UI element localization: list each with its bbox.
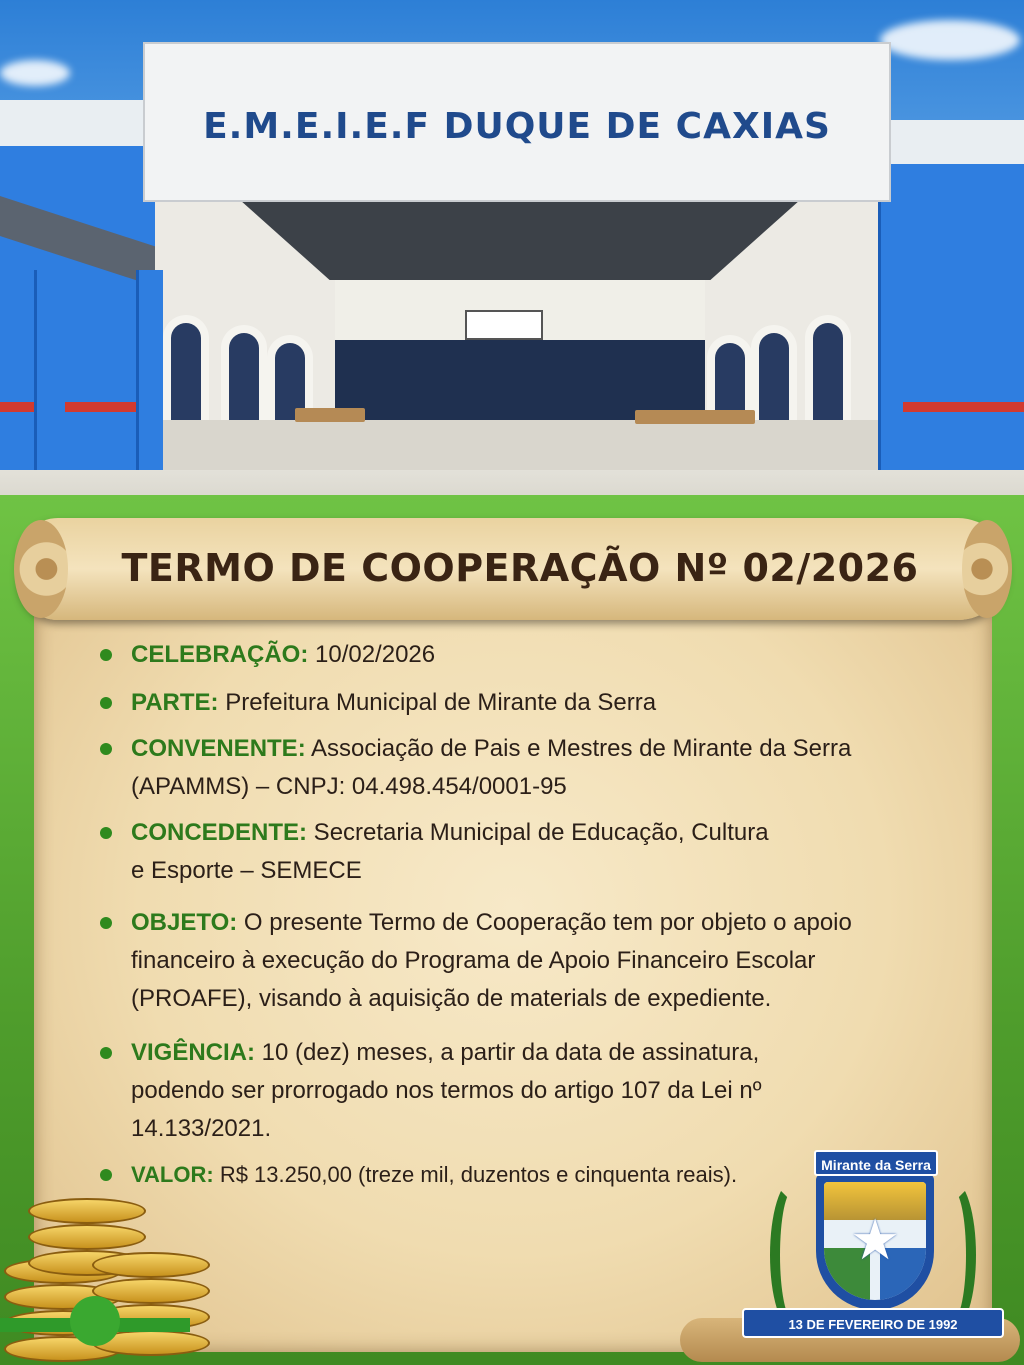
hall-floor [155, 420, 885, 470]
coin [28, 1198, 146, 1224]
list-item-parte [100, 684, 940, 722]
item-label: CELEBRAÇÃO: [131, 641, 309, 668]
arch [221, 325, 267, 435]
item-label: PARTE: [131, 689, 219, 716]
list-item-celebracao [100, 636, 940, 674]
covered-hall [155, 200, 885, 470]
item-text: Prefeitura Municipal de Mirante da Serra [218, 689, 657, 716]
bullet-icon [100, 697, 112, 709]
item-label: OBJETO: [131, 909, 238, 936]
coin [92, 1252, 210, 1278]
scroll-curl-left [14, 520, 68, 618]
bullet-icon [100, 917, 112, 929]
arch [751, 325, 797, 435]
hall-ceiling [240, 200, 800, 280]
item-text: Associação de Pais e Mestres de Mirante da Serra (APAMMS) – CNPJ: 04.498.454/0001-95 [131, 735, 852, 800]
hall-arches-background [335, 340, 705, 420]
item-label: CONVENENTE: [131, 735, 306, 762]
table [295, 408, 365, 422]
item-text: 10 (dez) meses, a partir da data de assinatura, podendo ser prorrogado nos termos do artigo 107 da Lei nº 14.133/2021. [131, 1039, 762, 1142]
list-item-convenente [100, 730, 940, 806]
list-item-concedente [100, 814, 940, 890]
document-title: TERMO DE COOPERAÇÃO Nº 02/2026 [121, 546, 919, 590]
seal-date-banner: 13 DE FEVEREIRO DE 1992 [742, 1308, 1004, 1338]
list-item-vigencia [100, 1034, 940, 1148]
item-label: VALOR: [131, 1162, 214, 1187]
municipal-seal [742, 1140, 1004, 1362]
bullet-icon [100, 1047, 112, 1059]
cloud [0, 60, 70, 86]
item-text: 10/02/2026 [308, 641, 436, 668]
item-label: CONCEDENTE: [131, 819, 308, 846]
seal-city-name: Mirante da Serra [814, 1150, 938, 1176]
bullet-icon [100, 743, 112, 755]
pillar [878, 200, 903, 472]
coat-of-arms-shield-icon [816, 1174, 934, 1310]
item-text: R$ 13.250,00 (treze mil, duzentos e cinquenta reais). [213, 1162, 738, 1187]
table [635, 410, 755, 424]
cloud [880, 20, 1020, 60]
item-label: VIGÊNCIA: [131, 1039, 256, 1066]
arch [163, 315, 209, 425]
bullet-icon [100, 649, 112, 661]
school-photo [0, 0, 1024, 530]
item-text: Secretaria Municipal de Educação, Cultura e Esporte – SEMECE [131, 819, 769, 884]
building-facade [143, 42, 891, 202]
bullet-icon [100, 1169, 112, 1181]
item-text: O presente Termo de Cooperação tem por objeto o apoio financeiro à execução do Programa de Apoio Financeiro Escolar (PROAFE), visando à aquisição de materials de expediente. [131, 909, 852, 1012]
ribbon-bow [70, 1296, 120, 1346]
hall-sign [465, 310, 543, 340]
list-item-objeto [100, 904, 940, 1018]
pillar [136, 270, 163, 480]
school-sign: E.M.E.I.E.F DUQUE DE CAXIAS [203, 106, 831, 147]
arch [805, 315, 851, 425]
star-icon: ★ [850, 1208, 901, 1271]
coin [28, 1224, 146, 1250]
red-stripe [0, 402, 150, 412]
bullet-icon [100, 827, 112, 839]
